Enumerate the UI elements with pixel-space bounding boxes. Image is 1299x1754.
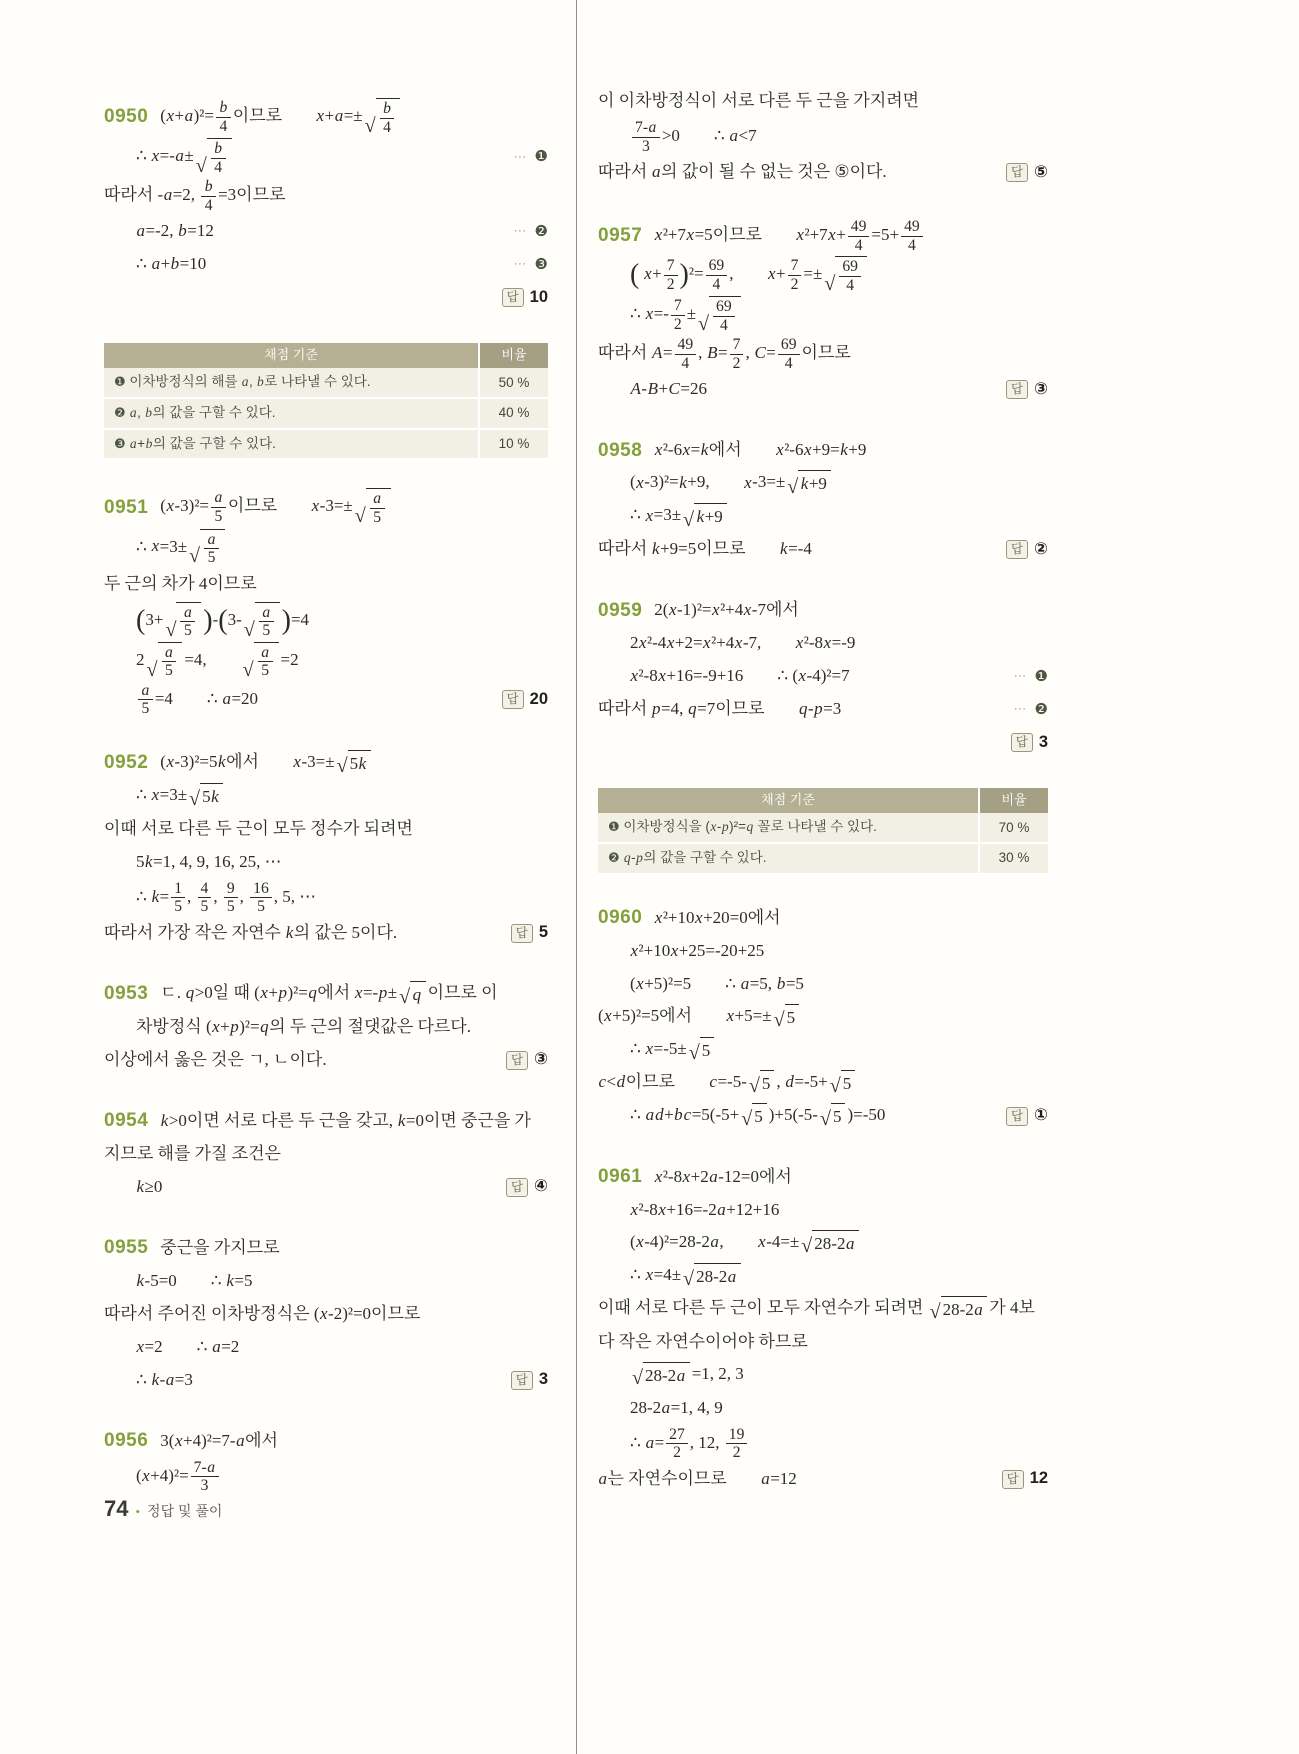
solution-line [598, 296, 1048, 334]
fraction: $\frac{a}{5}$ [211, 489, 226, 525]
solution-text: k-5=0 ∴ k=5 [136, 1270, 253, 1290]
solution-text: $\frac{a}{5}$ =4 ∴ a=20 [136, 682, 258, 718]
solution-line [598, 595, 1048, 626]
radical: √ $\frac{a}{5}$ [147, 642, 183, 680]
solution-line [104, 781, 548, 812]
solution-line [104, 1266, 548, 1297]
solution-text: x²+7x=5이므로 x²+7x+ $\frac{49}{4}$ =5+ $\frac{49}{4}$ [654, 218, 924, 254]
solution-text: 따라서 a의 값이 될 수 없는 것은 ⑤이다. [598, 162, 887, 182]
footer-label: 정답 및 풀이 [147, 1503, 223, 1519]
solution-line [598, 936, 1048, 967]
problem-number: 0956 [104, 1430, 149, 1452]
line-tail [504, 146, 548, 168]
radical: √ $\frac{69}{4}$ [698, 296, 741, 334]
solution-text: 차방정식 (x+p)²=q의 두 근의 절댓값은 다르다. [136, 1016, 472, 1036]
step-marker: ❷ [1034, 699, 1048, 718]
solution-line [104, 529, 548, 567]
fraction: $\frac{49}{4}$ [675, 336, 697, 372]
radical: √ 5 k [337, 750, 371, 777]
solution-text: 28-2a=1, 4, 9 [630, 1397, 723, 1417]
solution-text: ∴ ad+bc=5(-5+ √ 5 )+5(-5- √ 5 )=-50 [630, 1103, 885, 1130]
answer-badge: 답 [506, 1178, 528, 1197]
solution-line [598, 157, 1048, 188]
solution-line [598, 1228, 1048, 1259]
radical: √ $\frac{b}{4}$ [196, 138, 232, 176]
solution-line [104, 979, 548, 1010]
radical: √ 5 k [189, 783, 223, 810]
fraction: $\frac{7}{2}$ [788, 257, 802, 293]
problem-0958 [598, 435, 1048, 565]
criteria-cell: ❶ 이차방정식의 해를 a, b로 나타낼 수 있다. [104, 368, 479, 398]
solution-text: ∴ x=4± √ 28-2 a [630, 1263, 743, 1290]
solution-text: ∴ k-a=3 [136, 1369, 193, 1389]
solution-text: ∴ x=-a± √ $\frac{b}{4}$ [136, 138, 234, 176]
problem-0961 [598, 1162, 1048, 1495]
fraction: $\frac{49}{4}$ [901, 218, 923, 254]
solution-line [104, 642, 548, 680]
answer-badge: 답 [1002, 1470, 1024, 1489]
solution-line [598, 86, 1048, 117]
solution-text: 따라서 k+9=5이므로 k=-4 [598, 539, 812, 559]
solution-line [598, 119, 1048, 155]
solution-text: 중근을 가지므로 [160, 1237, 280, 1257]
line-tail [501, 1368, 548, 1392]
solution-line [598, 628, 1048, 659]
solution-line [598, 435, 1048, 466]
solution-line [104, 1459, 548, 1495]
solution-line [104, 918, 548, 949]
answer-value: ③ [1034, 379, 1048, 398]
fraction: $\frac{b}{4}$ [216, 99, 231, 135]
answer-badge: 답 [1006, 380, 1028, 399]
answer-badge: 답 [502, 288, 524, 307]
fraction: $\frac{69}{4}$ [706, 257, 728, 293]
ratio-header: 비율 [979, 788, 1048, 813]
solution-text: ∴ a= $\frac{27}{2}$ , 12, $\frac{19}{2}$ [630, 1426, 749, 1462]
solution-text: (x-3)²=k+9, x-3=± √ k +9 [630, 470, 833, 497]
line-tail [1004, 666, 1048, 688]
line-tail [504, 254, 548, 276]
solution-text: ∴ x=- $\frac{7}{2}$ ± √ $\frac{69}{4}$ [630, 296, 743, 334]
solution-text: (3+ √ $\frac{a}{5}$ )-(3- √ $\frac{a}{5}$ )=4 [136, 603, 310, 641]
solution-text: A-B+C=26 [630, 379, 707, 399]
table-row [104, 429, 548, 460]
fraction: $\frac{69}{4}$ [713, 298, 735, 334]
solution-line [598, 1101, 1048, 1132]
solution-line [104, 1365, 548, 1396]
solution-line [598, 1195, 1048, 1226]
solution-text: x²-8x+2a-12=0에서 [654, 1166, 792, 1186]
ratio-cell: 30 % [979, 843, 1048, 874]
table-header-row [104, 343, 548, 368]
step-marker: ❶ [1034, 666, 1048, 685]
fraction: $\frac{7}{2}$ [671, 297, 685, 333]
solution-text: ∴ x=3± √ k +9 [630, 503, 729, 530]
step-leader-dots: ⋯ [513, 256, 529, 272]
radical: √ k +9 [787, 470, 831, 497]
solution-line [598, 694, 1048, 725]
solution-text: 두 근의 차가 4이므로 [104, 573, 257, 593]
solution-text: ∴ x=3± √ $\frac{a}{5}$ [136, 529, 227, 567]
step-marker: ❶ [608, 820, 620, 835]
fraction: $\frac{b}{4}$ [201, 178, 216, 214]
problem-number: 0958 [598, 439, 643, 461]
solution-line [598, 1360, 1048, 1391]
solution-text: 5k=1, 4, 9, 16, 25, ⋯ [136, 851, 282, 871]
solution-text: a=-2, b=12 [136, 221, 214, 241]
footer-bullet: • [135, 1504, 141, 1519]
solution-line [104, 1012, 548, 1043]
radical: √ q [399, 981, 426, 1008]
radical: √ k +9 [683, 503, 727, 530]
radical: √ $\frac{a}{5}$ [165, 602, 201, 640]
solution-line [598, 969, 1048, 1000]
solution-line [104, 880, 548, 916]
solution-line [598, 468, 1048, 499]
line-tail [1004, 699, 1048, 721]
solution-line [104, 1299, 548, 1330]
fraction: $\frac{27}{2}$ [666, 1426, 688, 1462]
solution-text: x²+10x+20=0에서 [654, 907, 781, 927]
solution-line [104, 602, 548, 640]
solution-text: x=2 ∴ a=2 [136, 1336, 240, 1356]
solution-line [104, 249, 548, 280]
solution-text: c<d이므로 c=-5- √ 5 , d=-5+ √ 5 [598, 1070, 857, 1097]
answer-badge: 답 [1011, 733, 1033, 752]
answer-value: 5 [538, 923, 548, 942]
answer-value: 20 [529, 689, 548, 708]
problem-number: 0954 [104, 1110, 149, 1132]
step-marker: ❷ [608, 850, 620, 866]
solution-text: k≥0 [136, 1176, 163, 1196]
solution-line [598, 534, 1048, 565]
answer-badge: 답 [502, 690, 524, 709]
radical: √ 5 [689, 1037, 715, 1064]
radical: √ $\frac{a}{5}$ [189, 529, 225, 567]
solution-line [598, 1426, 1048, 1462]
problem-0955 [104, 1233, 548, 1396]
ratio-cell: 10 % [479, 429, 548, 460]
solution-text: $\frac{7-a}{3}$ >0 ∴ a<7 [630, 119, 757, 155]
ratio-header: 비율 [479, 343, 548, 368]
problem-0950 [104, 98, 548, 313]
solution-line [598, 903, 1048, 934]
fraction: $\frac{69}{4}$ [778, 336, 800, 372]
solution-line [104, 1332, 548, 1363]
solution-line [104, 748, 548, 779]
solution-line [598, 661, 1048, 692]
solution-line [104, 1139, 548, 1170]
answer-badge: 답 [506, 1051, 528, 1070]
problem-0954 [104, 1106, 548, 1203]
fraction: $\frac{a}{5}$ [162, 644, 177, 680]
solution-line [598, 218, 1048, 254]
radical: √ $\frac{a}{5}$ [244, 602, 280, 640]
solution-text: ∴ a+b=10 [136, 254, 207, 274]
solution-line [598, 1035, 1048, 1066]
problem-number: 0957 [598, 225, 643, 247]
answer-value: ① [1034, 1106, 1048, 1125]
solution-text: 2x²-4x+2=x²+4x-7, x²-8x=-9 [630, 633, 856, 653]
problem-number: 0950 [104, 106, 149, 128]
solution-text: 이상에서 옳은 것은 ㄱ, ㄴ이다. [104, 1049, 327, 1069]
fraction: $\frac{7}{2}$ [664, 257, 678, 293]
solution-line [104, 569, 548, 600]
solution-text: ㄷ. q>0일 때 (x+p)²=q에서 x=-p± √ q 이므로 이 [160, 981, 497, 1008]
ratio-cell: 40 % [479, 398, 548, 429]
solution-text: ∴ x=-5± √ 5 [630, 1037, 716, 1064]
solution-line [598, 336, 1048, 372]
line-tail [492, 688, 548, 712]
fraction: $\frac{49}{4}$ [848, 218, 870, 254]
page-footer [104, 1496, 222, 1522]
fraction: $\frac{16}{5}$ [250, 880, 272, 916]
fraction: $\frac{a}{5}$ [370, 490, 385, 526]
solution-text: 2 √ $\frac{a}{5}$ =4, √ $\frac{a}{5}$ =2 [136, 643, 299, 681]
solution-line [104, 282, 548, 313]
fraction: $\frac{19}{2}$ [726, 1426, 748, 1462]
fraction: $\frac{a}{5}$ [204, 531, 219, 567]
solution-line [104, 1045, 548, 1076]
solution-text: 다 작은 자연수이어야 하므로 [598, 1331, 808, 1351]
line-tail [992, 1467, 1048, 1491]
step-leader-dots: ⋯ [1013, 701, 1029, 717]
solution-line [598, 374, 1048, 405]
answer-value: ③ [534, 1050, 548, 1069]
solution-text: x²-6x=k에서 x²-6x+9=k+9 [654, 440, 867, 460]
line-tail [492, 286, 548, 310]
column-divider [576, 0, 577, 1754]
fraction: $\frac{7}{2}$ [730, 336, 744, 372]
line-tail [1001, 731, 1048, 755]
line-tail [996, 538, 1048, 562]
radical: √ 28-2 a [632, 1362, 690, 1389]
criteria-header: 채점 기준 [104, 343, 479, 368]
solution-line [104, 1233, 548, 1264]
step-marker: ❶ [534, 147, 548, 166]
radical: √ 5 [830, 1070, 856, 1097]
solution-text: 이때 서로 다른 두 근이 모두 정수가 되려면 [104, 818, 413, 838]
solution-text: k>0이면 서로 다른 두 근을 갖고, k=0이면 중근을 가 [160, 1110, 531, 1130]
solution-text: 3(x+4)²=7-a에서 [160, 1430, 278, 1450]
fraction: $\frac{a}{5}$ [259, 604, 274, 640]
line-tail [496, 1048, 548, 1072]
problem-number: 0953 [104, 983, 149, 1005]
solution-text: x²+10x+25=-20+25 [630, 940, 765, 960]
solution-text: 이 이차방정식이 서로 다른 두 근을 가지려면 [598, 91, 920, 111]
column-left [104, 96, 548, 1525]
answer-badge: 답 [1006, 1107, 1028, 1126]
solution-text: ∴ x=3± √ 5 k [136, 783, 225, 810]
fraction: $\frac{4}{5}$ [198, 880, 212, 916]
table-row [598, 813, 1048, 843]
solution-text: 2(x-1)²=x²+4x-7에서 [654, 600, 799, 620]
solution-text: (x+5)²=5에서 x+5=± √ 5 [598, 1004, 801, 1031]
radical: √ 28-2 a [801, 1230, 859, 1257]
solution-line [104, 1172, 548, 1203]
criteria-header: 채점 기준 [598, 788, 979, 813]
solution-text: x²-8x+16=-9+16 ∴ (x-4)²=7 [630, 666, 850, 686]
radical: √ 5 [820, 1103, 846, 1130]
problem-0956 [104, 1426, 548, 1495]
answer-value: 3 [538, 1370, 548, 1389]
solution-text: 따라서 주어진 이차방정식은 (x-2)²=0이므로 [104, 1303, 421, 1323]
solution-continuation [598, 86, 1048, 188]
fraction: $\frac{a}{5}$ [138, 682, 153, 718]
step-marker: ❷ [534, 221, 548, 240]
answer-badge: 답 [511, 924, 533, 943]
ratio-cell: 50 % [479, 368, 548, 398]
fraction: $\frac{7-a}{3}$ [191, 1459, 219, 1495]
solution-line [104, 847, 548, 878]
problem-number: 0960 [598, 907, 643, 929]
solution-text: 따라서 -a=2, $\frac{b}{4}$ =3이므로 [104, 178, 286, 214]
answer-value: ② [1034, 539, 1048, 558]
step-marker: ❸ [534, 254, 548, 273]
solution-text: 이때 서로 다른 두 근이 모두 자연수가 되려면 √ 28-2 a 가 4보 [598, 1296, 1035, 1323]
page-number: 74 [104, 1496, 129, 1521]
grading-criteria-table [104, 343, 548, 460]
problem-number: 0951 [104, 496, 149, 518]
step-leader-dots: ⋯ [513, 148, 529, 164]
solution-line [104, 1106, 548, 1137]
solution-line [598, 1261, 1048, 1292]
problem-0952 [104, 748, 548, 949]
problem-0951 [104, 488, 548, 717]
solution-text: ∴ k= $\frac{1}{5}$ , $\frac{4}{5}$ , $\frac{9}{5}$ , $\frac{16}{5}$ , 5, ⋯ [136, 879, 317, 916]
solution-text: (x-4)²=28-2a, x-4=± √ 28-2 a [630, 1230, 861, 1257]
problem-number: 0959 [598, 599, 643, 621]
solution-text: 따라서 A= $\frac{49}{4}$ , B= $\frac{7}{2}$ , C= $\frac{69}{4}$ 이므로 [598, 336, 851, 372]
fraction: $\frac{9}{5}$ [224, 880, 238, 916]
problem-number: 0961 [598, 1166, 643, 1188]
solution-text: (x+a)²= $\frac{b}{4}$ 이므로 x+a=± √ $\frac{b}{4}$ [160, 98, 402, 136]
solution-line [104, 216, 548, 247]
solution-line [598, 1068, 1048, 1099]
solution-line [104, 98, 548, 136]
solution-text: 따라서 가장 작은 자연수 k의 값은 5이다. [104, 922, 398, 942]
fraction: $\frac{1}{5}$ [171, 880, 185, 916]
table-row [104, 398, 548, 429]
solution-line [104, 1426, 548, 1457]
answer-value: ⑤ [1034, 162, 1048, 181]
fraction: $\frac{69}{4}$ [839, 258, 861, 294]
table-row [104, 368, 548, 398]
criteria-cell: ❸ a+b의 값을 구할 수 있다. [104, 429, 479, 460]
problem-0960 [598, 903, 1048, 1132]
solution-line [104, 682, 548, 718]
radical: √ 28-2 a [930, 1296, 988, 1323]
solution-text: x²-8x+16=-2a+12+16 [630, 1199, 780, 1219]
solution-line [598, 256, 1048, 294]
step-leader-dots: ⋯ [513, 223, 529, 239]
line-tail [996, 161, 1048, 185]
solution-line [104, 138, 548, 176]
line-tail [496, 1175, 548, 1199]
answer-value: 3 [1038, 732, 1048, 751]
answer-value: ④ [534, 1177, 548, 1196]
problem-0953 [104, 979, 548, 1076]
table-row [598, 843, 1048, 874]
radical: √ 5 [774, 1004, 800, 1031]
line-tail [996, 378, 1048, 402]
solution-text: √ 28-2 a =1, 2, 3 [630, 1362, 744, 1389]
problem-0959 [598, 595, 1048, 758]
radical: √ $\frac{69}{4}$ [824, 256, 867, 294]
problem-number: 0955 [104, 1237, 149, 1259]
solution-text: (x+4)²= $\frac{7-a}{3}$ [136, 1459, 221, 1495]
solution-line [598, 727, 1048, 758]
problem-0957 [598, 218, 1048, 405]
solution-line [104, 814, 548, 845]
answer-badge: 답 [1006, 540, 1028, 559]
answer-value: 10 [529, 287, 548, 306]
criteria-cell: ❶ 이차방정식을 (x-p)²=q 꼴로 나타낼 수 있다. [598, 813, 979, 843]
solution-line [598, 1327, 1048, 1358]
answer-badge: 답 [511, 1371, 533, 1390]
fraction: $\frac{b}{4}$ [380, 100, 395, 136]
solution-text: (x+5)²=5 ∴ a=5, b=5 [630, 973, 804, 993]
radical: √ $\frac{b}{4}$ [365, 98, 401, 136]
answer-value: 12 [1029, 1469, 1048, 1488]
answer-badge: 답 [1006, 163, 1028, 182]
table-header-row [598, 788, 1048, 813]
radical: √ 5 [749, 1070, 775, 1097]
solution-line [598, 1393, 1048, 1424]
line-tail [504, 221, 548, 243]
criteria-cell: ❷ q-p의 값을 구할 수 있다. [598, 843, 979, 874]
line-tail [996, 1104, 1048, 1128]
radical: √ 28-2 a [683, 1263, 741, 1290]
step-marker: ❸ [114, 436, 126, 452]
fraction: $\frac{b}{4}$ [211, 140, 226, 176]
solution-text: 따라서 p=4, q=7이므로 q-p=3 [598, 699, 842, 719]
radical: √ 5 [741, 1103, 767, 1130]
fraction: $\frac{7-a}{3}$ [632, 119, 660, 155]
solution-text: 지므로 해를 가질 조건은 [104, 1143, 281, 1163]
radical: √ $\frac{a}{5}$ [243, 642, 279, 680]
solution-line [598, 1464, 1048, 1495]
ratio-cell: 70 % [979, 813, 1048, 843]
solution-line [598, 1002, 1048, 1033]
solution-text: ( x+ $\frac{7}{2}$ )²= $\frac{69}{4}$ , x+ $\frac{7}{2}$ =± √ $\frac{69}{4}$ [630, 256, 869, 294]
solution-line [598, 1162, 1048, 1193]
solution-text: (x-3)²= $\frac{a}{5}$ 이므로 x-3=± √ $\frac{a}{5}$ [160, 488, 392, 526]
solution-line [598, 1294, 1048, 1325]
step-marker: ❷ [114, 405, 126, 421]
solution-text: a는 자연수이므로 a=12 [598, 1468, 797, 1488]
solution-text: (x-3)²=5k에서 x-3=± √ 5 k [160, 750, 372, 777]
grading-criteria-table [598, 788, 1048, 875]
solution-line [104, 488, 548, 526]
fraction: $\frac{a}{5}$ [258, 644, 273, 680]
step-leader-dots: ⋯ [1013, 668, 1029, 684]
criteria-cell: ❷ a, b의 값을 구할 수 있다. [104, 398, 479, 429]
fraction: $\frac{a}{5}$ [180, 604, 195, 640]
column-right [598, 84, 1048, 1525]
problem-number: 0952 [104, 752, 149, 774]
step-marker: ❶ [114, 374, 126, 390]
radical: √ $\frac{a}{5}$ [355, 488, 391, 526]
solution-line [598, 501, 1048, 532]
solution-line [104, 178, 548, 214]
line-tail [501, 921, 548, 945]
